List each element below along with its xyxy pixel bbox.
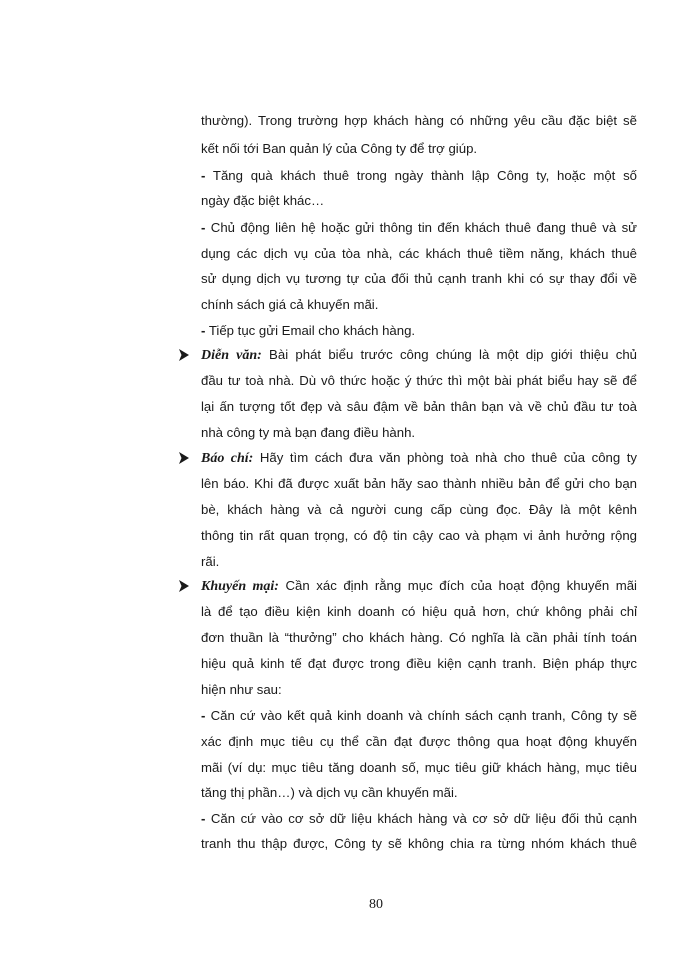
list-item-gift — [201, 167, 637, 185]
text-line: bè, khách hàng và cả người cung cấp cùng đọc. Đây là một kênh — [201, 502, 637, 517]
text-line: mãi (ví dụ: mục tiêu tăng doanh số, mục tiêu giữ khách hàng, mục tiêu — [201, 760, 637, 775]
dash-marker: - — [201, 708, 206, 723]
text-line: sử dụng dịch vụ tương tự của đối thủ cạnh tranh khi có sự thay đổi về — [201, 271, 637, 286]
term-label: Diễn văn: — [201, 348, 262, 363]
text-line: là để tạo điều kiện kinh doanh có hiệu quả hơn, chứ không phải chỉ — [201, 604, 637, 619]
text-line: thường). Trong trường hợp khách hàng có những yêu cầu đặc biệt sẽ — [201, 113, 637, 128]
list-item-database — [201, 810, 637, 828]
dash-marker: - — [201, 811, 206, 826]
term-label: Khuyến mại: — [201, 579, 279, 594]
text-line: lại ấn tượng tốt đẹp và sâu đậm về bản thân bạn và về chủ đầu tư toà — [201, 399, 637, 414]
text-line: xác định mục tiêu cụ thể cần đạt được thông qua hoạt động khuyến — [201, 734, 637, 749]
text-line: Căn cứ vào cơ sở dữ liệu khách hàng và cơ sở dữ liệu đối thủ cạnh — [205, 811, 637, 826]
text-line: tranh thu thập được, Công ty sẽ không chia ra từng nhóm khách thuê — [201, 836, 637, 851]
text-line: kết nối tới Ban quản lý của Công ty để trợ giúp. — [201, 141, 478, 156]
dash-marker: - — [201, 168, 206, 183]
dash-marker: - — [201, 220, 206, 235]
text-line: Chủ động liên hệ hoặc gửi thông tin đến khách thuê đang thuê và sử — [205, 220, 637, 235]
text-line: thông tin rất quan trọng, có độ tin cậy cao và phạm vi ảnh hưởng rộng — [201, 528, 637, 543]
term-label: Báo chí: — [201, 451, 254, 466]
text-line: hiệu quả kinh tế đạt được trong điều kiện cạnh tranh. Biện pháp thực — [201, 656, 637, 671]
text-line: đơn thuần là “thưởng” cho khách hàng. Có nghĩa là cần phải tính toán — [201, 630, 637, 645]
text-line: Tiếp tục gửi Email cho khách hàng. — [205, 323, 416, 338]
arrow-bullet-icon — [178, 451, 192, 465]
text-line: dụng các dịch vụ của tòa nhà, các khách thuê tiềm năng, khách thuê — [201, 246, 637, 261]
text-line: lên báo. Khi đã được xuất bản hãy sao thành nhiều bản để gửi cho bạn — [201, 476, 637, 491]
text-line: hiện như sau: — [201, 682, 282, 697]
section-press — [201, 449, 637, 468]
text-line: đầu tư toà nhà. Dù vô thức hoặc ý thức thì một bài phát biểu hay sẽ để — [201, 373, 637, 388]
list-item-contact — [201, 219, 637, 237]
dash-marker: - — [201, 323, 206, 338]
text-line: Bài phát biểu trước công chúng là một dịp giới thiệu chủ — [261, 347, 637, 362]
section-speech — [201, 346, 637, 365]
text-line: Hãy tìm cách đưa văn phòng toà nhà cho thuê của công ty — [253, 450, 638, 465]
section-promotion — [201, 577, 637, 596]
text-line: nhà công ty mà bạn đang điều hành. — [201, 425, 416, 440]
text-line: tăng thị phần…) và dịch vụ cần khuyến mãi. — [201, 785, 458, 800]
text-line: Cần xác định rằng mục đích của hoạt động khuyến mãi — [278, 578, 637, 593]
text-line: Tăng quà khách thuê trong ngày thành lập Công ty, hoặc một số — [205, 168, 637, 183]
text-line: Căn cứ vào kết quả kinh doanh và chính sách cạnh tranh, Công ty sẽ — [205, 708, 637, 723]
page-number: 80 — [369, 897, 383, 912]
text-line: rãi. — [201, 554, 220, 569]
text-line: ngày đặc biệt khác… — [201, 193, 325, 208]
text-line: chính sách giá cả khuyến mãi. — [201, 297, 379, 312]
list-item-email — [201, 322, 637, 340]
arrow-bullet-icon — [178, 579, 192, 593]
list-item-targets — [201, 707, 637, 725]
arrow-bullet-icon — [178, 348, 192, 362]
